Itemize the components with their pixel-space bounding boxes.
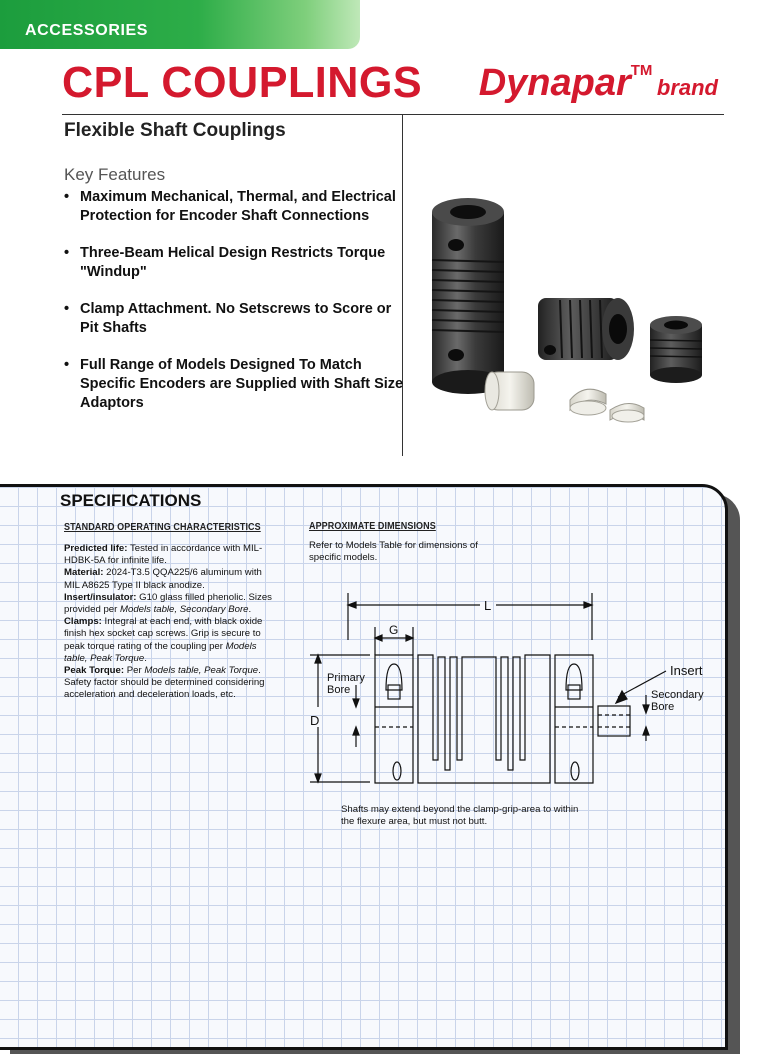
spec-text: . [144,652,147,664]
specifications-title: SPECIFICATIONS [60,491,202,510]
feature-item [64,300,404,338]
standard-characteristics-heading: STANDARD OPERATING CHARACTERISTICS [64,522,261,533]
page-subtitle: Flexible Shaft Couplings [64,120,286,141]
standard-characteristics-text [64,543,276,702]
spec-text: Per [126,665,145,677]
diagram-caption: Shafts may extend beyond the clamp-grip-area to within the flexure area, but must not butt. [341,804,579,828]
spec-reference: Models table, Peak Torque [144,665,259,677]
spec-item [64,567,276,591]
section-tab [0,0,360,49]
bullet: • [64,245,70,261]
spec-item [64,592,276,616]
section-tab-label: ACCESSORIES [25,22,149,39]
spec-text: Integral at each end, with black oxide finish hex socket cap screws. Grip is secure to peak torque rating of the coupling per [64,616,263,652]
spec-reference: Models table, Secondary Bore [120,604,249,616]
spec-reference: Models table, Peak Torque [64,640,257,664]
dimensions-intro: Refer to Models Table for dimensions of specific models. [309,540,478,564]
spec-label: Material: [64,567,104,579]
small-coupling [650,316,702,383]
coupling-product-photo [420,190,720,435]
spec-text: Tested in accordance with MIL-HDBK-5A for infinite life. [64,543,263,567]
feature-item [64,356,404,413]
header-divider [62,114,724,115]
spec-item [64,665,276,702]
key-features-heading: Key Features [64,165,166,184]
secondary-bore-label-1: Secondary [651,689,704,701]
bullet: • [64,357,70,373]
page-title: CPL COUPLINGS [62,58,423,107]
primary-bore-label-2: Bore [327,684,351,696]
grip-label: G [389,623,399,637]
feature-item [64,188,404,226]
primary-bore-label-1: Primary [327,672,365,684]
coupling-dimension-diagram [300,585,720,795]
feature-text: Maximum Mechanical, Thermal, and Electrical Protection for Encoder Shaft Connections [80,189,396,224]
spec-item [64,616,276,665]
spec-item [64,543,276,567]
brand-logo [479,62,718,105]
spec-label: Insert/insulator: [64,591,137,603]
medium-coupling [538,298,634,360]
bullet: • [64,189,70,205]
feature-list [64,188,404,431]
secondary-bore-label-2: Bore [651,701,675,713]
spec-text: G10 glass filled phenolic. Sizes provided per [64,591,272,616]
bullet: • [64,301,70,317]
feature-text: Clamp Attachment. No Setscrews to Score or Pit Shafts [80,301,392,336]
approximate-dimensions-heading: APPROXIMATE DIMENSIONS [309,521,436,532]
feature-item [64,244,404,282]
spec-text: 2024-T3.5 QQA225/6 aluminum with MIL A8625 Type II black anodize. [64,567,262,591]
spec-label: Clamps: [64,616,102,628]
spec-label: Predicted life: [64,543,128,554]
spec-label: Peak Torque: [64,665,125,677]
brand-trademark: TM [630,62,653,79]
insert-label: Insert [670,663,703,678]
brand-suffix: brand [656,75,718,100]
spec-text: . [248,604,252,616]
brand-name: Dynapar [478,62,631,104]
feature-text: Three-Beam Helical Design Restricts Torque "Windup" [80,245,386,280]
insulator-inserts [485,372,644,422]
spec-text: . Safety factor should be determined considering acceleration and deceleration loads, etc. [64,665,265,701]
large-coupling [432,198,504,394]
diameter-label: D [310,713,320,728]
feature-text: Full Range of Models Designed To Match Specific Encoders are Supplied with Shaft Size Adaptors [80,357,404,411]
length-label: L [484,598,492,613]
